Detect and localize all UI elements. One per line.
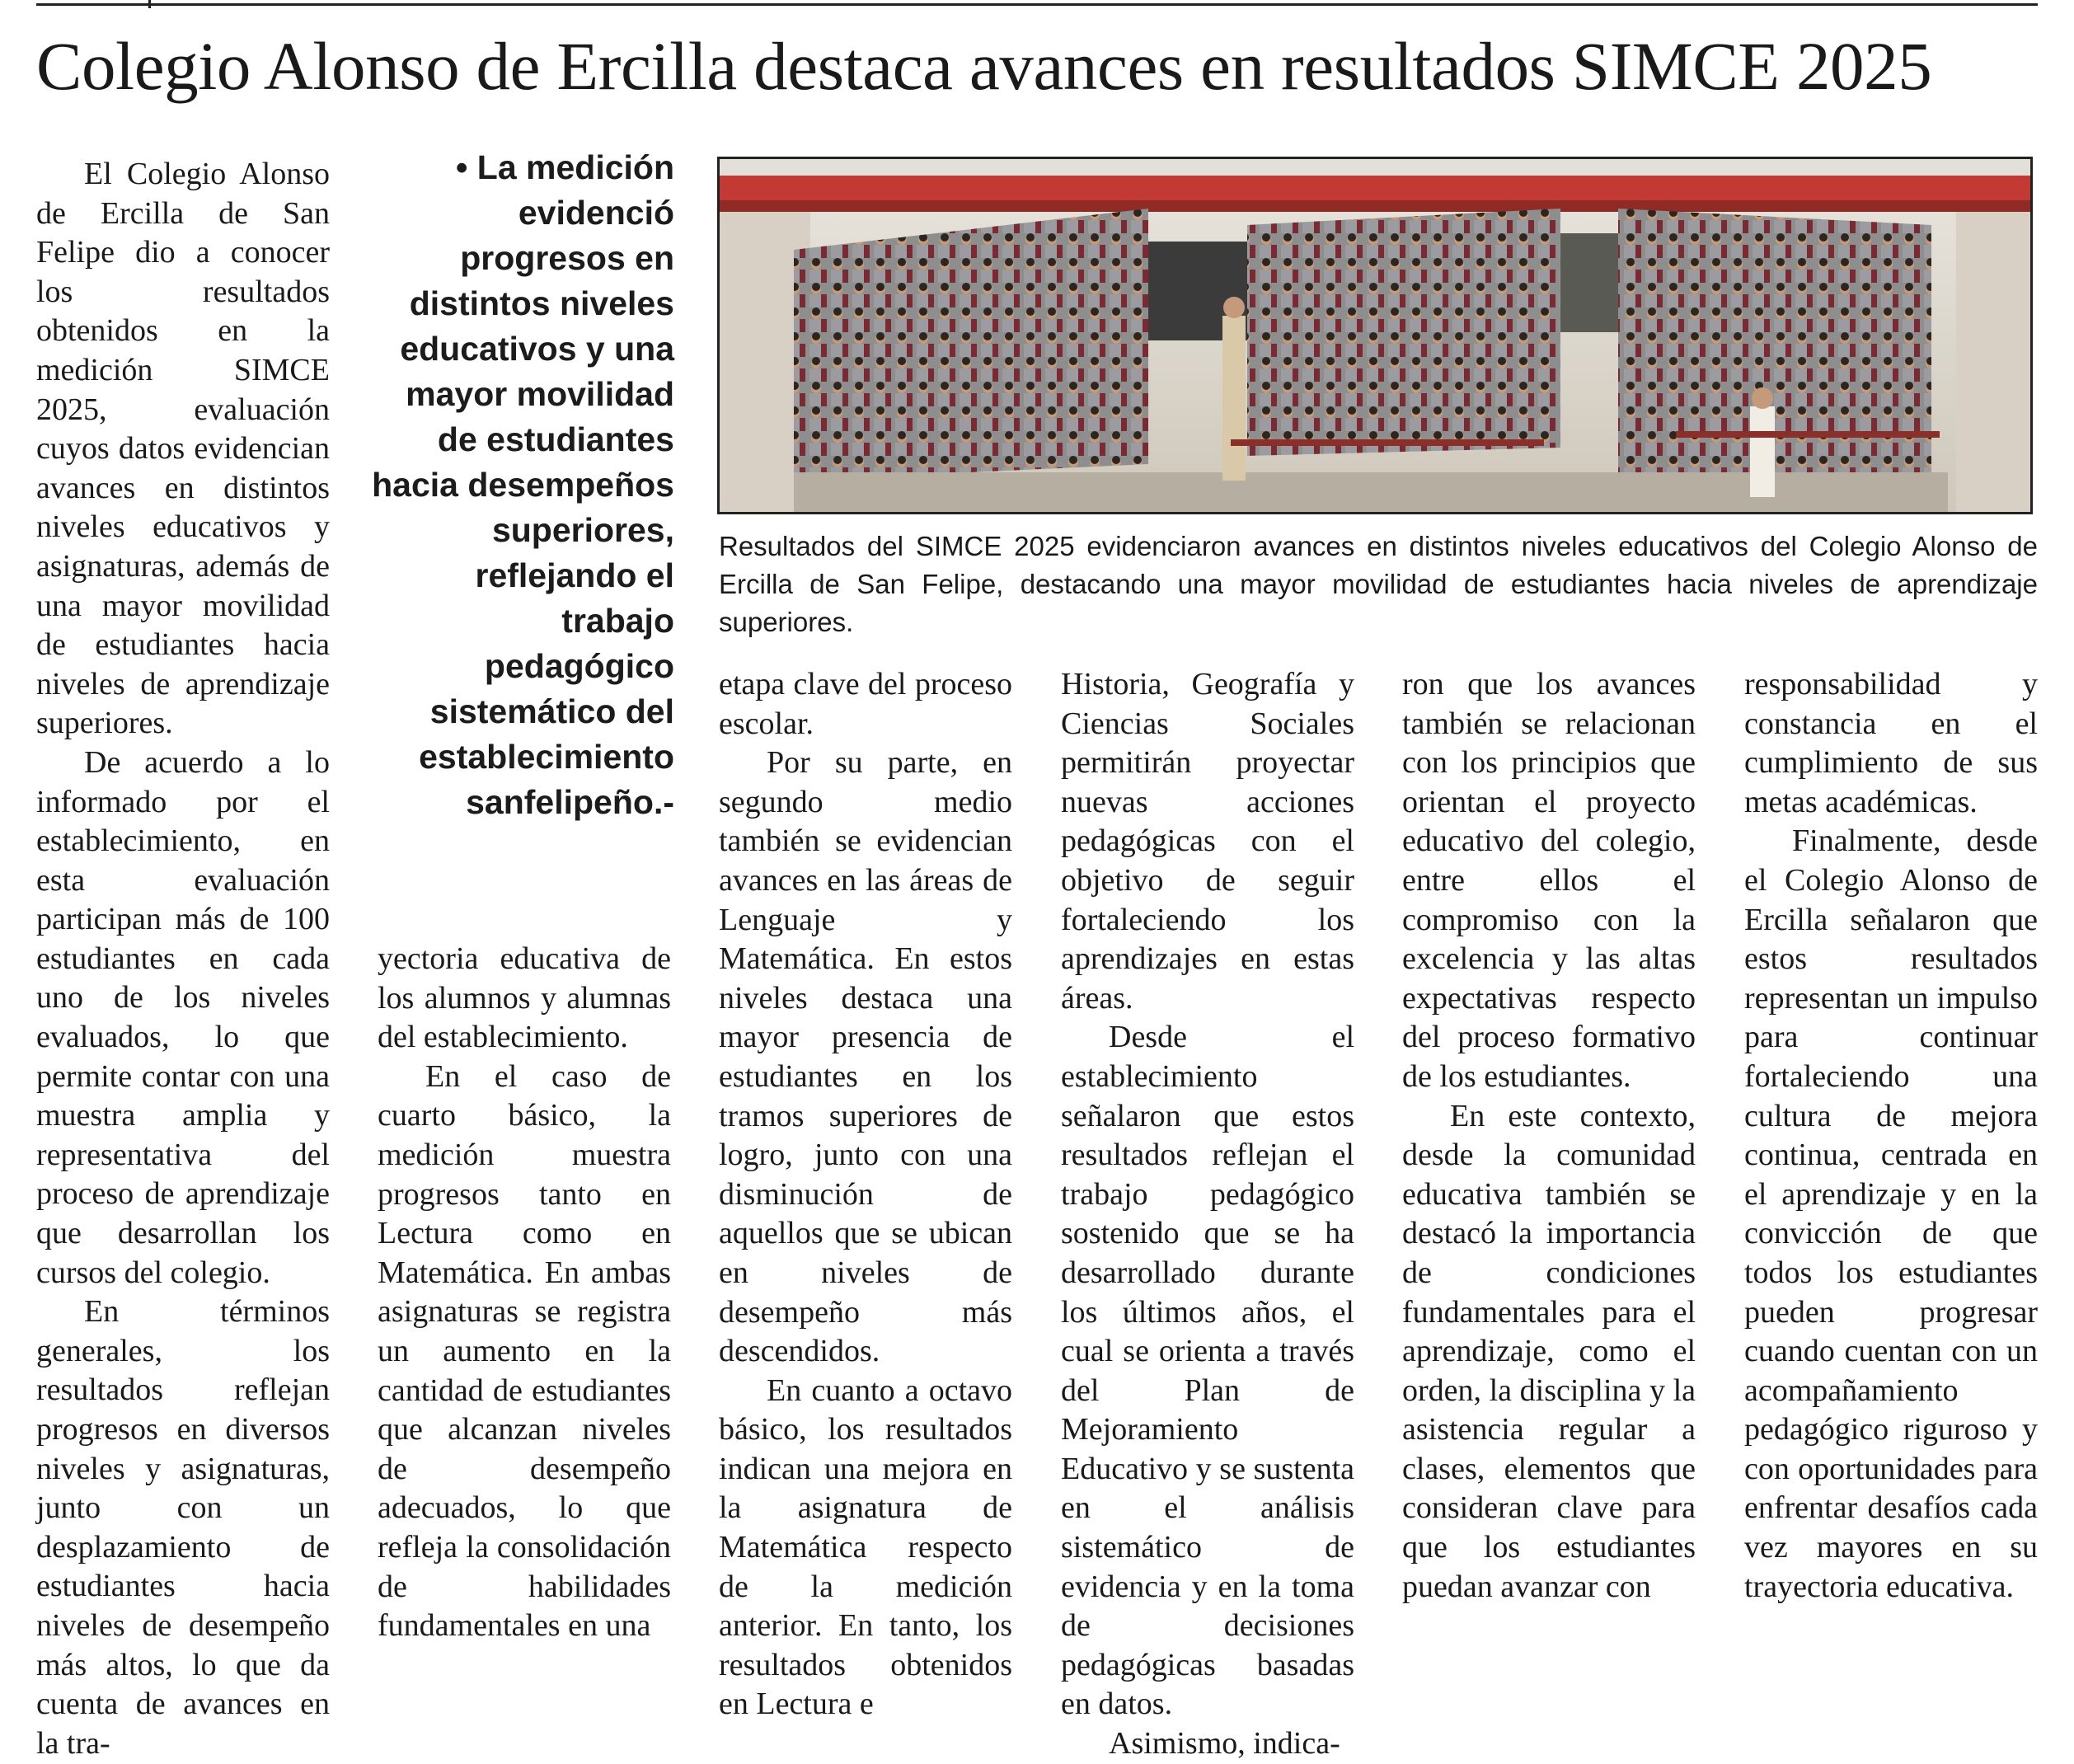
article-column-5 [1402,665,1696,1607]
paragraph: Por su parte, en segundo medio también se evidencian avances en las áreas de Lenguaje y Matemática. En estos niveles destaca una mayor presencia de estudiantes en los tramos superiores de logro, junto con una disminución de aquellos que se ubican en niveles de desempeño más descendidos. [719,745,1012,1369]
group-photo-illustration [720,159,2030,512]
article-column-2 [378,940,671,1646]
article-column-1 [36,155,330,1763]
paragraph: En cuanto a octavo básico, los resultados indican una mejora en la asignatura de Matemática respecto de la medición anterior. En tanto, los resultados obtenidos en Lectura e [719,1372,1012,1722]
paragraph: Finalmente, desde el Colegio Alonso de Ercilla señalaron que estos resultados representan un impulso para continuar fortaleciendo una cultura de mejora continua, centrada en el aprendizaje y en la convicción de que todos los estudiantes pueden progresar cuando cuentan con un acompañamiento pedagógico riguroso y con oportunidades para enfrentar desafíos cada vez mayores en su trayectoria educativa. [1744,823,2038,1604]
paragraph: etapa clave del proceso escolar. [719,667,1012,741]
paragraph: responsabilidad y constancia en el cumplimiento de sus metas académicas. [1744,667,2038,819]
paragraph: Desde el establecimiento señalaron que estos resultados reflejan el trabajo pedagógico sostenido que se ha desarrollado durante los últimos años, el cual se orienta a través del Plan de Mejoramiento Educativo y se sustenta en el análisis sistemático de evidencia y en la toma de decisiones pedagógicas basadas en datos. [1061,1020,1354,1722]
paragraph: Asimismo, indica- [1109,1726,1340,1762]
article-column-3 [719,665,1012,1724]
paragraph: ron que los avances también se relacionan con los principios que orientan el proyecto educativo del colegio, entre ellos el compromiso con la excelencia y las altas expectativas respecto del proceso formativo de los estudiantes. [1402,667,1696,1094]
article-column-6 [1744,665,2038,1607]
paragraph: En este contexto, desde la comunidad educativa también se destacó la importancia de condiciones fundamentales para el aprendizaje, como el orden, la disciplina y la asistencia regular a clases, elementos que consideran clave para que los estudiantes puedan avanzar con [1402,1098,1696,1604]
group-photo [717,157,2033,514]
paragraph: El Colegio Alonso de Ercilla de San Felipe dio a conocer los resultados obtenidos en la medición SIMCE 2025, evaluación cuyos datos evidencian avances en distintos niveles educativos y asignaturas, además de una mayor movilidad de estudiantes hacia niveles de aprendizaje superiores. [36,157,330,741]
top-rule [36,3,2038,6]
paragraph: En el caso de cuarto básico, la medición muestra progresos tanto en Lectura como en Matemática. En ambas asignaturas se registra un aumento en la cantidad de estudiantes que alcanzan niveles de desempeño adecuados, lo que refleja la consolidación de habilidades fundamentales en una [378,1058,671,1644]
article-column-4 [1061,665,1354,1764]
pull-quote: • La medición evidenció progresos en distintos niveles educativos y una mayor movilidad de estudiantes hacia desempeños superiores, reflejando el trabajo pedagógico sistemático del establecimiento sanfelipeño.- [372,148,674,821]
paragraph: De acuerdo a lo informado por el establecimiento, en esta evaluación participan más de 100 estudiantes en cada uno de los niveles evaluados, lo que permite contar con una muestra amplia y representativa del proceso de aprendizaje que desarrollan los cursos del colegio. [36,744,330,1290]
top-rule-tick [148,0,151,8]
paragraph: yectoria educativa de los alumnos y alumnas del establecimiento. [378,941,671,1055]
headline: Colegio Alonso de Ercilla destaca avances en resultados SIMCE 2025 [36,28,1932,104]
paragraph: En términos generales, los resultados reflejan progresos en diversos niveles y asignaturas, junto con un desplazamiento de estudiantes hacia niveles de desempeño más altos, lo que da cuenta de avances en la tra- [36,1294,330,1761]
photo-caption: Resultados del SIMCE 2025 evidenciaron avances en distintos niveles educativos del Colegio Alonso de Ercilla de San Felipe, destacando una mayor movilidad de estudiantes hacia niveles de aprendizaje superiores. [719,531,2038,637]
paragraph: Historia, Geografía y Ciencias Sociales permitirán proyectar nuevas acciones pedagógicas con el objetivo de seguir fortaleciendo los aprendizajes en estas áreas. [1061,667,1354,1016]
